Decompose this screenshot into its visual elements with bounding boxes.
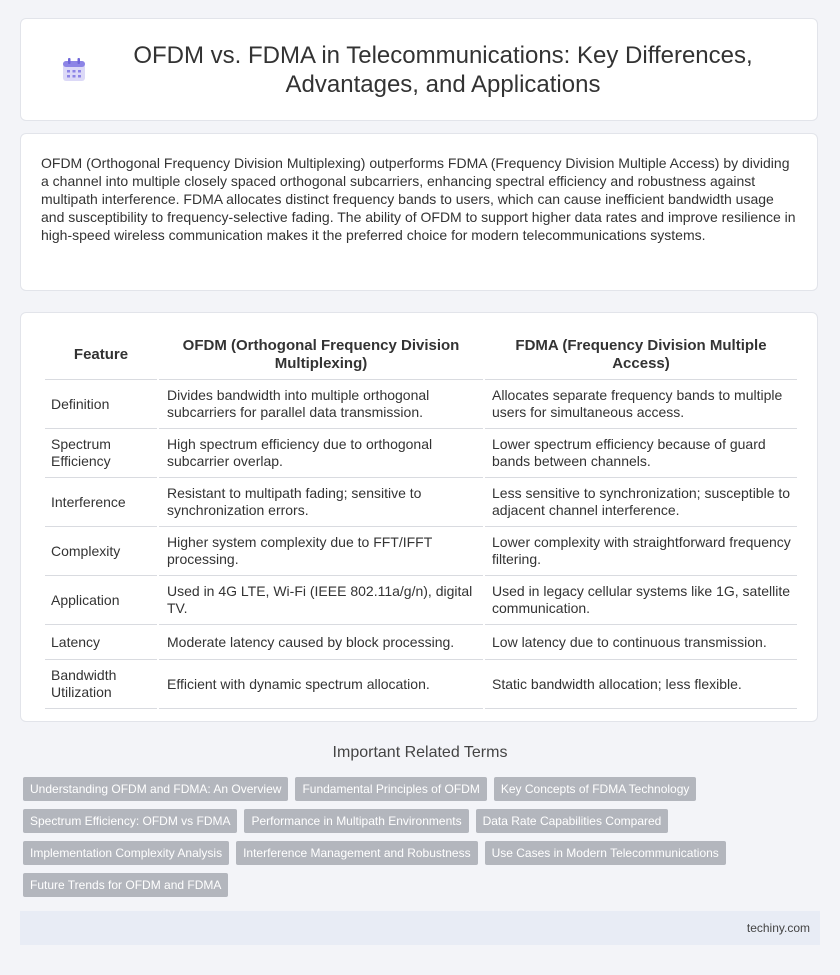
fdma-cell: Lower complexity with straightforward frequency filtering. (485, 527, 797, 576)
intro-paragraph: OFDM (Orthogonal Frequency Division Multiplexing) outperforms FDMA (Frequency Division Multiple Access) by dividing a channel into multiple closely spaced orthogonal subcarriers, enhancing spectral efficiency and robustness against multipath interference. FDMA allocates distinct frequency bands to users, which can cause inefficient bandwidth usage and susceptibility to frequency-selective fading. The ability of OFDM to support higher data rates and improve resilience in high-speed wireless communication makes it the preferred choice for modern telecommunications systems. (41, 155, 796, 243)
table-header-row (45, 331, 797, 380)
ofdm-cell: Divides bandwidth into multiple orthogonal subcarriers for parallel data transmission. (159, 380, 483, 429)
header-fdma: FDMA (Frequency Division Multiple Access) (485, 331, 797, 380)
fdma-cell: Used in legacy cellular systems like 1G, satellite communication. (485, 576, 797, 625)
feature-cell: Spectrum Efficiency (45, 429, 157, 478)
feature-cell: Latency (45, 625, 157, 660)
footer (20, 911, 820, 945)
page-title: OFDM vs. FDMA in Telecommunications: Key Differences, Advantages, and Applications (133, 41, 753, 98)
ofdm-cell: Resistant to multipath fading; sensitive to synchronization errors. (159, 478, 483, 527)
comparison-table (43, 331, 799, 709)
feature-cell: Definition (45, 380, 157, 429)
ofdm-cell: Higher system complexity due to FFT/IFFT processing. (159, 527, 483, 576)
fdma-cell: Static bandwidth allocation; less flexible. (485, 660, 797, 709)
table-row (45, 380, 797, 429)
ofdm-cell: Used in 4G LTE, Wi-Fi (IEEE 802.11a/g/n), digital TV. (159, 576, 483, 625)
table-row (45, 429, 797, 478)
table-row (45, 660, 797, 709)
fdma-cell: Lower spectrum efficiency because of guard bands between channels. (485, 429, 797, 478)
header-feature: Feature (45, 331, 157, 380)
feature-cell: Application (45, 576, 157, 625)
related-terms-heading: Important Related Terms (332, 744, 508, 761)
table-row (45, 576, 797, 625)
related-term-tag[interactable]: Implementation Complexity Analysis (23, 841, 229, 865)
related-term-tag[interactable]: Use Cases in Modern Telecommunications (485, 841, 726, 865)
table-row (45, 478, 797, 527)
related-term-tag[interactable]: Data Rate Capabilities Compared (476, 809, 669, 833)
related-term-tag[interactable]: Future Trends for OFDM and FDMA (23, 873, 228, 897)
ofdm-cell: Moderate latency caused by block processing. (159, 625, 483, 660)
related-terms-list (23, 777, 803, 897)
related-term-tag[interactable]: Fundamental Principles of OFDM (295, 777, 486, 801)
footer-brand-link[interactable]: techiny.com (746, 921, 810, 935)
feature-cell: Interference (45, 478, 157, 527)
feature-cell: Complexity (45, 527, 157, 576)
calendar-icon (61, 57, 87, 83)
ofdm-cell: High spectrum efficiency due to orthogonal subcarrier overlap. (159, 429, 483, 478)
fdma-cell: Allocates separate frequency bands to multiple users for simultaneous access. (485, 380, 797, 429)
ofdm-cell: Efficient with dynamic spectrum allocation. (159, 660, 483, 709)
header-card (20, 18, 818, 121)
fdma-cell: Low latency due to continuous transmission. (485, 625, 797, 660)
table-row (45, 527, 797, 576)
table-row (45, 625, 797, 660)
header-ofdm: OFDM (Orthogonal Frequency Division Multiplexing) (159, 331, 483, 380)
intro-card (20, 133, 818, 291)
feature-cell: Bandwidth Utilization (45, 660, 157, 709)
related-term-tag[interactable]: Understanding OFDM and FDMA: An Overview (23, 777, 288, 801)
comparison-table-card (20, 312, 818, 722)
related-term-tag[interactable]: Interference Management and Robustness (236, 841, 477, 865)
related-term-tag[interactable]: Key Concepts of FDMA Technology (494, 777, 697, 801)
related-term-tag[interactable]: Spectrum Efficiency: OFDM vs FDMA (23, 809, 237, 833)
fdma-cell: Less sensitive to synchronization; susceptible to adjacent channel interference. (485, 478, 797, 527)
related-term-tag[interactable]: Performance in Multipath Environments (244, 809, 468, 833)
